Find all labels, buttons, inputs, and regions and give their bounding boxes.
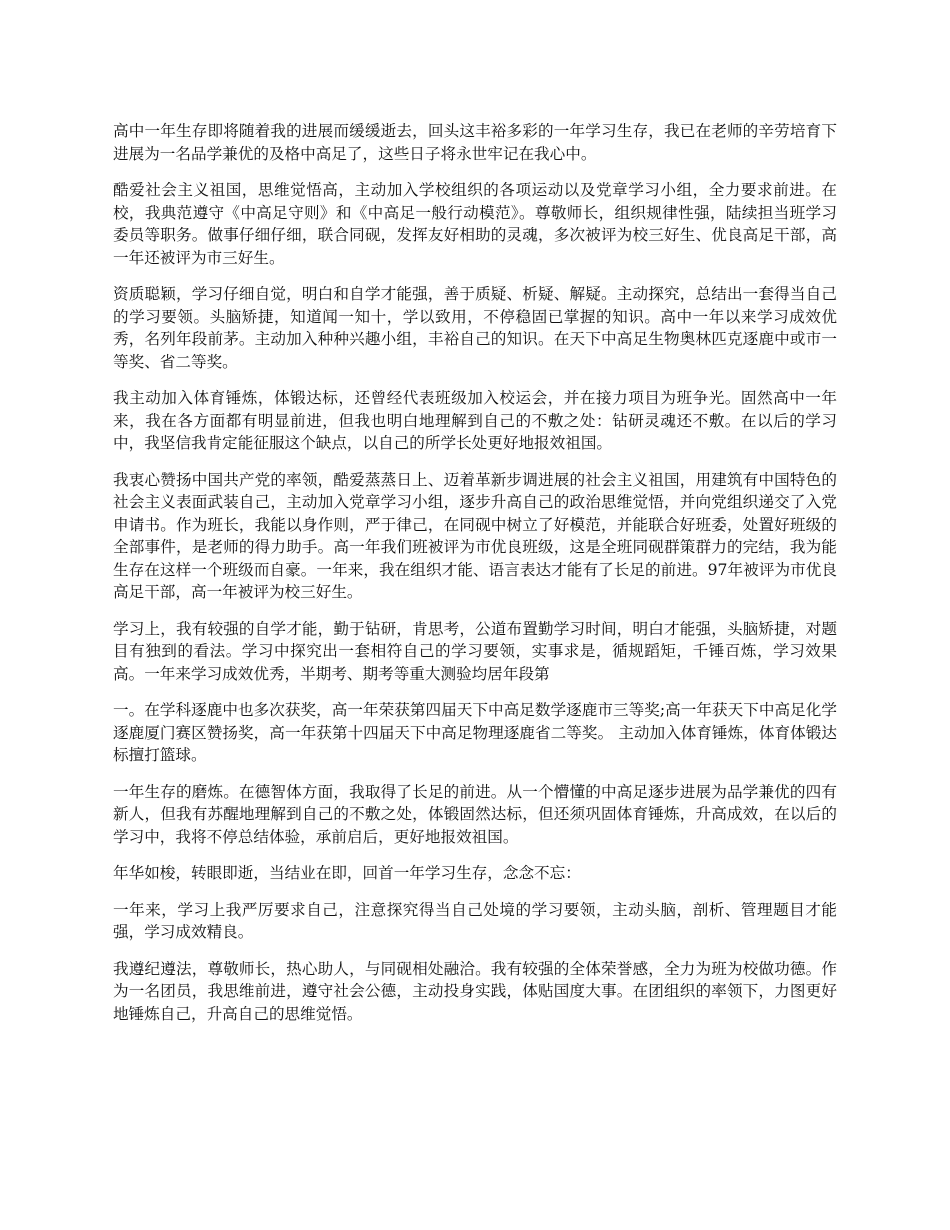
- paragraph-5: 我衷心赞扬中国共产党的率领，酷爱蒸蒸日上、迈着革新步调进展的社会主义祖国，用建筑有中国特色的社会主义表面武装自己，主动加入党章学习小组，逐步升高自己的政治思维觉悟，并向党组织递交了入党申请书。作为班长，我能以身作则，严于律己，在同砚中树立了好模范，并能联合好班委，处置好班级的全部事件，是老师的得力助手。高一年我们班被评为市优良班级，这是全班同砚群策群力的完结，我为能生存在这样一个班级而自豪。一年来，我在组织才能、语言表达才能有了长足的前进。97年被评为市优良高足干部，高一年被评为校三好生。: [113, 470, 837, 601]
- paragraph-7: 一。在学科逐鹿中也多次获奖，高一年荣获第四届天下中高足数学逐鹿市三等奖;高一年获天下中高足化学逐鹿厦门赛区赞扬奖，高一年获第十四届天下中高足物理逐鹿省二等奖。 主动加入体育锤炼，体育体锻达标擅打篮球。: [113, 701, 837, 764]
- paragraph-3: 资质聪颖，学习仔细自觉，明白和自学才能强，善于质疑、析疑、解疑。主动探究，总结出一套得当自己的学习要领。头脑矫捷，知道闻一知十，学以致用，不停稳固已掌握的知识。高中一年以来学习成效优秀，名列年段前茅。主动加入种种兴趣小组，丰裕自己的知识。在天下中高足生物奥林匹克逐鹿中或市一等奖、省二等奖。: [113, 285, 837, 371]
- paragraph-9: 年华如梭，转眼即逝，当结业在即，回首一年学习生存，念念不忘：: [113, 864, 581, 882]
- paragraph-2: 酷爱社会主义祖国，思维觉悟高，主动加入学校组织的各项运动以及党章学习小组，全力要求前进。在校，我典范遵守《中高足守则》和《中高足一般行动模范》。尊敬师长，组织规律性强，陆续担当班学习委员等职务。做事仔细仔细，联合同砚，发挥友好相助的灵魂，多次被评为校三好生、优良高足干部，高一年还被评为市三好生。: [113, 181, 837, 267]
- paragraph-11: 我遵纪遵法，尊敬师长，热心助人，与同砚相处融洽。我有较强的全体荣誉感，全力为班为校做功德。作为一名团员，我思维前进，遵守社会公德，主动投身实践，体贴国度大事。在团组织的率领下，力图更好地锤炼自己，升高自己的思维觉悟。: [113, 959, 837, 1023]
- paragraph-8: 一年生存的磨炼。在德智体方面，我取得了长足的前进。从一个懵懂的中高足逐步进展为品学兼优的四有新人，但我有苏醒地理解到自己的不敷之处，体锻固然达标，但还须巩固体育锤炼，升高成效，在以后的学习中，我将不停总结体验，承前启后，更好地报效祖国。: [113, 782, 837, 846]
- paragraph-4: 我主动加入体育锤炼，体锻达标，还曾经代表班级加入校运会，并在接力项目为班争光。固然高中一年来，我在各方面都有明显前进，但我也明白地理解到自己的不敷之处：钻研灵魂还不敷。在以后的学习中，我坚信我肯定能征服这个缺点，以自己的所学长处更好地报效祖国。: [113, 389, 837, 452]
- paragraph-1: 高中一年生存即将随着我的进展而缓缓逝去，回头这丰裕多彩的一年学习生存，我已在老师的辛劳培育下进展为一名品学兼优的及格中高足了，这些日子将永世牢记在我心中。: [113, 122, 837, 163]
- paragraph-6: 学习上，我有较强的自学才能，勤于钻研，肯思考，公道布置勤学习时间，明白才能强，头脑矫捷，对题目有独到的看法。学习中探究出一套相符自己的学习要领，实事求是，循规蹈矩，千锤百炼，学习效果高。一年来学习成效优秀，半期考、期考等重大测验均居年段第: [113, 619, 837, 683]
- paragraph-10: 一年来，学习上我严厉要求自己，注意探究得当自己处境的学习要领，主动头脑，剖析、管理题目才能强，学习成效精良。: [113, 900, 837, 941]
